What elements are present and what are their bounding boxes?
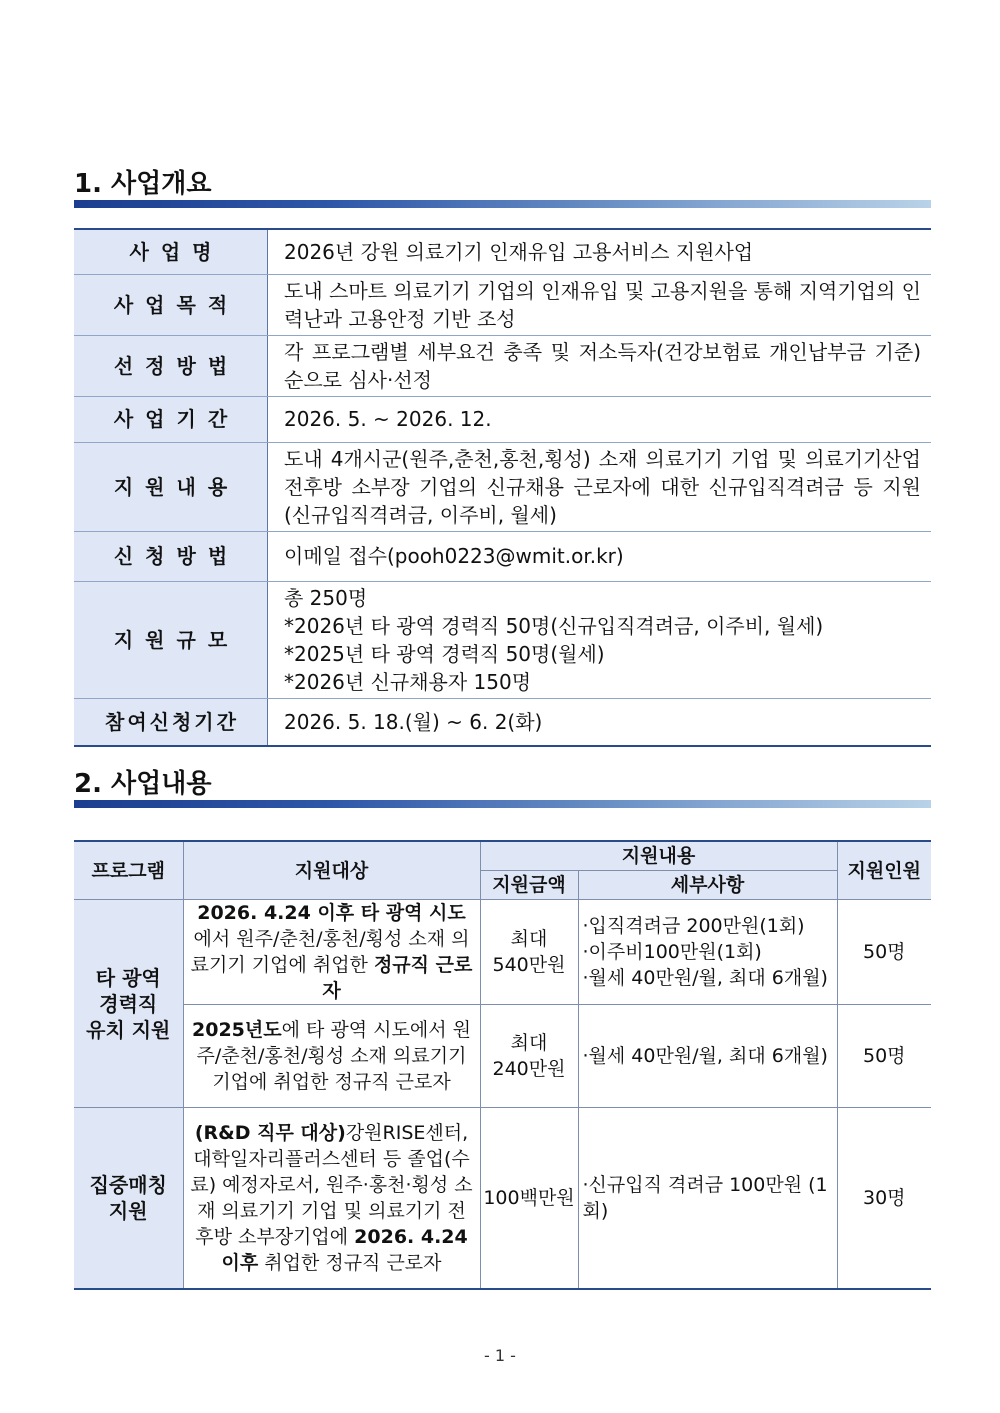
header-content: 지원내용 [480,841,837,871]
scale-line: 총 250명 [284,585,368,610]
target-cell [183,900,480,1005]
program-name: 타 광역 경력직 유치 지원 [74,900,183,1108]
amount-cell: 최대 240만원 [480,1005,578,1108]
overview-value: 이메일 접수(pooh0223@wmit.or.kr) [268,531,932,581]
section-2-title: 2. 사업내용 [74,769,212,799]
overview-label: 사업목적 [74,274,268,335]
overview-value-list [268,581,932,698]
overview-row [74,698,931,746]
page-number: - 1 - [484,1346,516,1365]
target-text: (R&D 직무 대상) [194,1121,346,1144]
detail-line: ·월세 40만원/월, 최대 6개월) [582,1045,828,1067]
program-row [74,1005,931,1108]
overview-row [74,274,931,335]
target-cell [183,1108,480,1289]
overview-label: 지원내용 [74,442,268,531]
target-text: 에 타 광역 시도에서 원주/춘천/홍천/횡성 소재 의료기기 기업에 취업한 정규직 근로자 [196,1019,471,1093]
target-text: 강원RISE센터, 대학일자리플러스센터 등 졸업(수료) 예정자로서, 원주·홍천·횡성 소재 의료기기 기업 및 의료기기 전후방 소부장기업에 [190,1121,473,1248]
program-row [74,900,931,1005]
scale-line: *2025년 타 광역 경력직 50명(월세) [284,641,605,666]
header-program: 프로그램 [74,841,183,900]
target-text: 2026. 4.24 이후 타 광역 시도 [197,902,466,924]
header-target: 지원대상 [183,841,480,900]
details-cell [578,1005,837,1108]
overview-label: 참여신청기간 [74,698,268,746]
overview-row [74,442,931,531]
overview-label: 신청방법 [74,531,268,581]
overview-value: 2026. 5. 18.(월) ~ 6. 2(화) [268,698,932,746]
overview-row [74,335,931,396]
overview-row [74,531,931,581]
header-people: 지원인원 [837,841,931,900]
overview-row [74,581,931,698]
overview-table [74,228,931,747]
section-1-title: 1. 사업개요 [74,169,212,199]
overview-value: 도내 스마트 의료기기 기업의 인재유입 및 고용지원을 통해 지역기업의 인력난과 고용안정 기반 조성 [268,274,932,335]
header-row [74,841,931,871]
detail-line: ·입직격려금 200만원(1회) [582,915,805,937]
detail-line: ·월세 40만원/월, 최대 6개월) [582,967,828,989]
amount-cell: 100백만원 [480,1108,578,1289]
header-amount: 지원금액 [480,871,578,900]
details-cell [578,900,837,1005]
overview-value: 2026. 5. ~ 2026. 12. [268,396,932,442]
section-1-divider [74,200,931,208]
overview-label: 선정방법 [74,335,268,396]
target-text: 에서 원주/춘천/홍천/횡성 소재 의료기기 기업에 취업한 [190,928,470,976]
target-cell [183,1005,480,1108]
target-text: 2025년도 [192,1019,282,1041]
overview-label: 지원규모 [74,581,268,698]
amount-cell: 최대 540만원 [480,900,578,1005]
people-cell: 30명 [837,1108,931,1289]
overview-row [74,229,931,274]
target-text: 2026. 4.24 이후 [221,1225,468,1274]
section-2-divider [74,800,931,808]
detail-line: ·신규입직 격려금 100만원 (1회) [582,1173,828,1222]
overview-label: 사업기간 [74,396,268,442]
target-text: 정규직 근로자 [322,954,473,1002]
scale-line: *2026년 신규채용자 150명 [284,669,532,694]
target-text: 취업한 정규직 근로자 [258,1251,442,1274]
scale-line: *2026년 타 광역 경력직 50명(신규입직격려금, 이주비, 월세) [284,613,824,638]
header-details: 세부사항 [578,871,837,900]
detail-line: ·이주비100만원(1회) [582,941,762,963]
people-cell: 50명 [837,900,931,1005]
overview-value: 각 프로그램별 세부요건 충족 및 저소득자(건강보험료 개인납부금 기준) 순으로 심사·선정 [268,335,932,396]
people-cell: 50명 [837,1005,931,1108]
program-row [74,1108,931,1289]
overview-value: 도내 4개시군(원주,춘천,홍천,횡성) 소재 의료기기 기업 및 의료기기산업 전후방 소부장 기업의 신규채용 근로자에 대한 신규입직격려금 등 지원 (신규입직격려금, 이주비, 월세) [268,442,932,531]
overview-row [74,396,931,442]
program-name: 집중매칭 지원 [74,1108,183,1289]
overview-label: 사업명 [74,229,268,274]
overview-value: 2026년 강원 의료기기 인재유입 고용서비스 지원사업 [268,229,932,274]
details-cell [578,1108,837,1289]
program-table [74,840,931,1290]
